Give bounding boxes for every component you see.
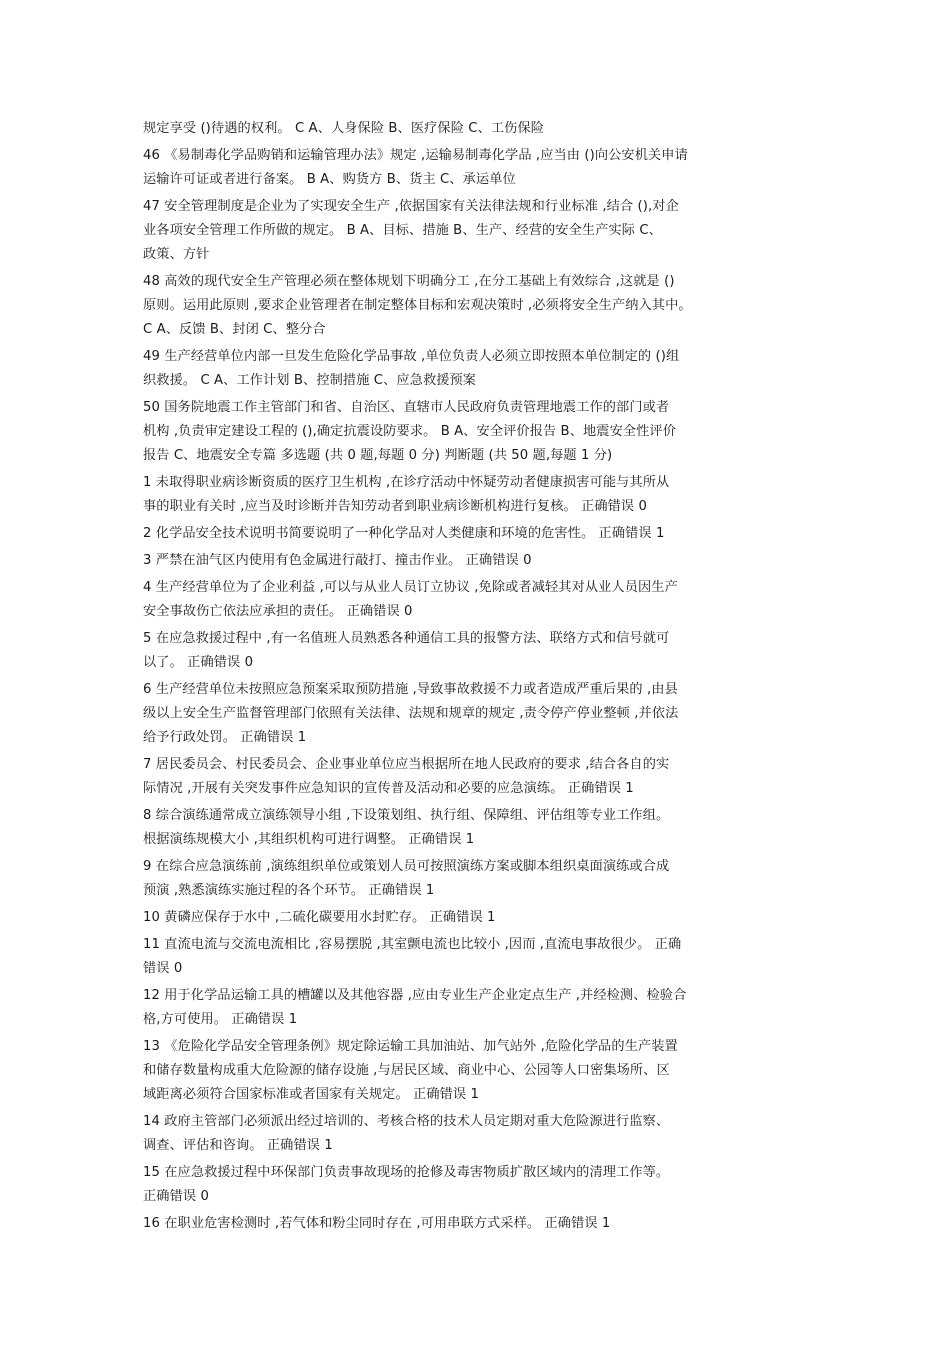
text-line: 47 安全管理制度是企业为了实现安全生产 ,依据国家有关法律法规和行业标准 ,结合 (),对企 <box>143 199 679 214</box>
text-line: 49 生产经营单位内部一旦发生危险化学品事故 ,单位负责人必须立即按照本单位制定的 ()组 <box>143 349 680 364</box>
document-body <box>143 117 808 1239</box>
question-paragraph <box>143 1035 808 1107</box>
question-paragraph <box>143 804 808 852</box>
text-line: 12 用于化学品运输工具的槽罐以及其他容器 ,应由专业生产企业定点生产 ,并经检测、检验合 <box>143 988 687 1003</box>
text-line: 10 黄磷应保存于水中 ,二硫化碳要用水封贮存。 正确错误 1 <box>143 910 496 925</box>
text-line: 48 高效的现代安全生产管理必须在整体规划下明确分工 ,在分工基础上有效综合 ,这就是 () <box>143 274 675 289</box>
text-line: 安全事故伤亡依法应承担的责任。 正确错误 0 <box>143 604 413 619</box>
text-line: 机构 ,负责审定建设工程的 (),确定抗震设防要求。 B A、安全评价报告 B、地震安全性评价 <box>143 424 677 439</box>
text-line: 以了。 正确错误 0 <box>143 655 254 670</box>
question-paragraph <box>143 1110 808 1158</box>
question-paragraph <box>143 522 808 546</box>
question-paragraph <box>143 984 808 1032</box>
question-paragraph <box>143 117 808 141</box>
text-line: 7 居民委员会、村民委员会、企业事业单位应当根据所在地人民政府的要求 ,结合各自的实 <box>143 757 670 772</box>
text-line: 织救援。 C A、工作计划 B、控制措施 C、应急救援预案 <box>143 373 477 388</box>
text-line: 1 未取得职业病诊断资质的医疗卫生机构 ,在诊疗活动中怀疑劳动者健康损害可能与其所从 <box>143 475 670 490</box>
text-line: 9 在综合应急演练前 ,演练组织单位或策划人员可按照演练方案或脚本组织桌面演练或合成 <box>143 859 670 874</box>
text-line: 政策、方针 <box>143 247 210 262</box>
text-line: 11 直流电流与交流电流相比 ,容易摆脱 ,其室颤电流也比较小 ,因而 ,直流电事故很少。 正确 <box>143 937 682 952</box>
text-line: 14 政府主管部门必须派出经过培训的、考核合格的技术人员定期对重大危险源进行监察、 <box>143 1114 670 1129</box>
text-line: 16 在职业危害检测时 ,若气体和粉尘同时存在 ,可用串联方式采样。 正确错误 1 <box>143 1216 611 1231</box>
text-line: 8 综合演练通常成立演练领导小组 ,下设策划组、执行组、保障组、评估组等专业工作组。 <box>143 808 670 823</box>
text-line: 格,方可使用。 正确错误 1 <box>143 1012 298 1027</box>
text-line: 给予行政处罚。 正确错误 1 <box>143 730 307 745</box>
text-line: 4 生产经营单位为了企业利益 ,可以与从业人员订立协议 ,免除或者减轻其对从业人员因生产 <box>143 580 678 595</box>
question-paragraph <box>143 933 808 981</box>
text-line: 运输许可证或者进行备案。 B A、购货方 B、货主 C、承运单位 <box>143 172 516 187</box>
text-line: 事的职业有关时 ,应当及时诊断并告知劳动者到职业病诊断机构进行复核。 正确错误 0 <box>143 499 648 514</box>
question-paragraph <box>143 195 808 267</box>
text-line: 错误 0 <box>143 961 183 976</box>
text-line: 根据演练规模大小 ,其组织机构可进行调整。 正确错误 1 <box>143 832 475 847</box>
text-line: 5 在应急救援过程中 ,有一名值班人员熟悉各种通信工具的报警方法、联络方式和信号就可 <box>143 631 670 646</box>
text-line: 级以上安全生产监督管理部门依照有关法律、法规和规章的规定 ,责令停产停业整顿 ,并依法 <box>143 706 679 721</box>
text-line: 际情况 ,开展有关突发事件应急知识的宣传普及活动和必要的应急演练。 正确错误 1 <box>143 781 634 796</box>
question-paragraph <box>143 471 808 519</box>
question-paragraph <box>143 270 808 342</box>
question-paragraph <box>143 1161 808 1209</box>
text-line: 50 国务院地震工作主管部门和省、自治区、直辖市人民政府负责管理地震工作的部门或者 <box>143 400 670 415</box>
text-line: 6 生产经营单位未按照应急预案采取预防措施 ,导致事故救援不力或者造成严重后果的 ,由县 <box>143 682 678 697</box>
text-line: 46 《易制毒化学品购销和运输管理办法》规定 ,运输易制毒化学品 ,应当由 ()向公安机关申请 <box>143 148 688 163</box>
text-line: 原则。运用此原则 ,要求企业管理者在制定整体目标和宏观决策时 ,必须将安全生产纳入其中。 <box>143 298 692 313</box>
question-paragraph <box>143 396 808 468</box>
question-paragraph <box>143 576 808 624</box>
question-paragraph <box>143 906 808 930</box>
text-line: 业各项安全管理工作所做的规定。 B A、目标、措施 B、生产、经营的安全生产实际 C、 <box>143 223 662 238</box>
text-line: 调查、评估和咨询。 正确错误 1 <box>143 1138 333 1153</box>
text-line: 报告 C、地震安全专篇 多选题 (共 0 题,每题 0 分) 判断题 (共 50 题,每题 1 分) <box>143 448 613 463</box>
text-line: 2 化学品安全技术说明书简要说明了一种化学品对人类健康和环境的危害性。 正确错误 1 <box>143 526 665 541</box>
text-line: C A、反馈 B、封闭 C、整分合 <box>143 322 326 337</box>
text-line: 规定享受 ()待遇的权利。 C A、人身保险 B、医疗保险 C、工伤保险 <box>143 121 545 136</box>
text-line: 15 在应急救援过程中环保部门负责事故现场的抢修及毒害物质扩散区域内的清理工作等。 <box>143 1165 670 1180</box>
question-paragraph <box>143 144 808 192</box>
text-line: 正确错误 0 <box>143 1189 209 1204</box>
question-paragraph <box>143 855 808 903</box>
question-paragraph <box>143 345 808 393</box>
text-line: 域距离必须符合国家标准或者国家有关规定。 正确错误 1 <box>143 1087 479 1102</box>
text-line: 3 严禁在油气区内使用有色金属进行敲打、撞击作业。 正确错误 0 <box>143 553 532 568</box>
question-paragraph <box>143 549 808 573</box>
question-paragraph <box>143 678 808 750</box>
question-paragraph <box>143 627 808 675</box>
text-line: 13 《危险化学品安全管理条例》规定除运输工具加油站、加气站外 ,危险化学品的生产装置 <box>143 1039 678 1054</box>
text-line: 和储存数量构成重大危险源的储存设施 ,与居民区域、商业中心、公园等人口密集场所、区 <box>143 1063 670 1078</box>
text-line: 预演 ,熟悉演练实施过程的各个环节。 正确错误 1 <box>143 883 435 898</box>
question-paragraph <box>143 753 808 801</box>
question-paragraph <box>143 1212 808 1236</box>
